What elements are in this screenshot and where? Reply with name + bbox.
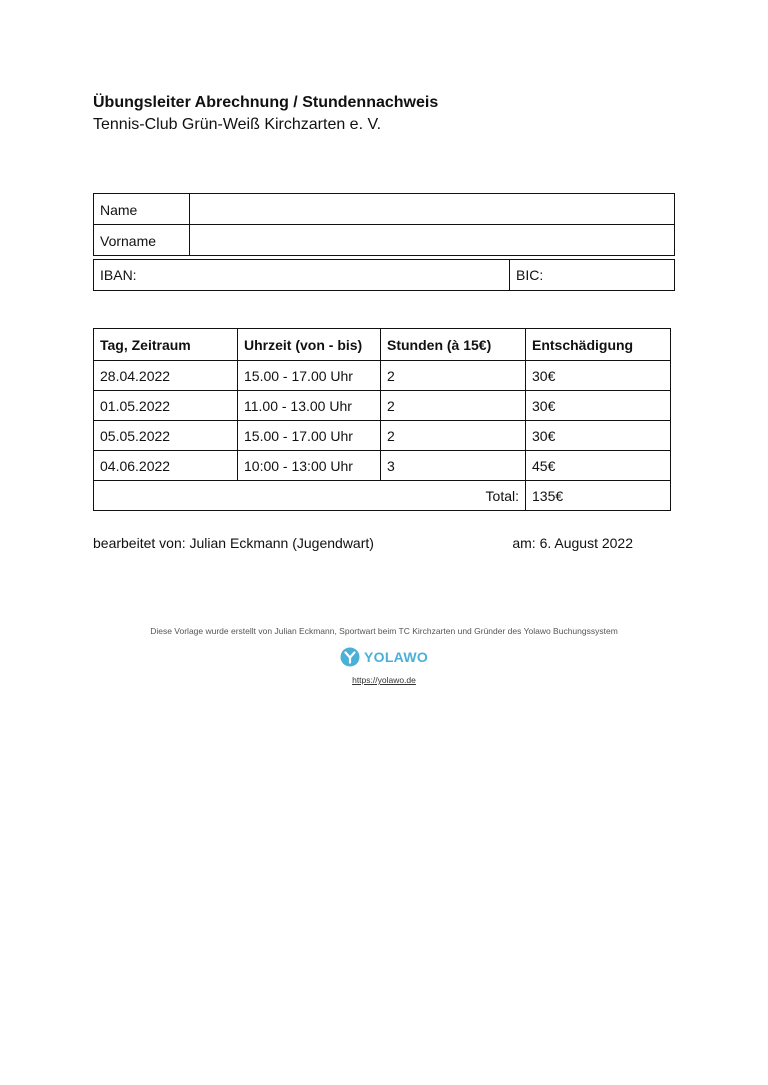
cell-hours: 2	[381, 391, 526, 421]
cell-date: 04.06.2022	[94, 451, 238, 481]
yolawo-logo	[340, 646, 428, 668]
footer-note: Diese Vorlage wurde erstellt von Julian Eckmann, Sportwart beim TC Kirchzarten und Gründer des Yolawo Buchungssystem	[150, 626, 618, 636]
column-header-compensation: Entschädigung	[526, 329, 671, 361]
cell-time: 11.00 - 13.00 Uhr	[238, 391, 381, 421]
cell-compensation: 30€	[526, 361, 671, 391]
cell-hours: 2	[381, 421, 526, 451]
cell-date: 01.05.2022	[94, 391, 238, 421]
total-label: Total:	[94, 481, 526, 511]
cell-hours: 3	[381, 451, 526, 481]
cell-time: 10:00 - 13:00 Uhr	[238, 451, 381, 481]
column-header-date: Tag, Zeitraum	[94, 329, 238, 361]
table-row	[94, 451, 671, 481]
column-header-time: Uhrzeit (von - bis)	[238, 329, 381, 361]
vorname-field[interactable]	[190, 225, 675, 256]
cell-compensation: 45€	[526, 451, 671, 481]
logo-text: YOLAWO	[364, 649, 429, 665]
table-row	[94, 361, 671, 391]
edited-by: bearbeitet von: Julian Eckmann (Jugendwart)	[93, 535, 374, 551]
hours-table	[93, 328, 671, 511]
cell-date: 28.04.2022	[94, 361, 238, 391]
name-label: Name	[94, 194, 190, 225]
document-title: Übungsleiter Abrechnung / Stundennachweis	[93, 94, 439, 111]
cell-date: 05.05.2022	[94, 421, 238, 451]
total-row	[94, 481, 671, 511]
yolawo-logo-icon	[340, 647, 360, 667]
bic-label: BIC:	[516, 267, 544, 283]
vorname-row	[94, 225, 675, 256]
iban-field[interactable]	[94, 260, 510, 291]
cell-compensation: 30€	[526, 391, 671, 421]
total-value: 135€	[526, 481, 671, 511]
column-header-hours: Stunden (à 15€)	[381, 329, 526, 361]
document-subtitle: Tennis-Club Grün-Weiß Kirchzarten e. V.	[93, 116, 382, 133]
footer-link-container	[0, 675, 768, 685]
cell-time: 15.00 - 17.00 Uhr	[238, 361, 381, 391]
bank-info-table	[93, 259, 675, 291]
table-row	[94, 391, 671, 421]
name-row	[94, 194, 675, 225]
website-link[interactable]: https://yolawo.de	[352, 675, 416, 685]
cell-time: 15.00 - 17.00 Uhr	[238, 421, 381, 451]
iban-label: IBAN:	[100, 267, 137, 283]
vorname-label: Vorname	[94, 225, 190, 256]
bic-field[interactable]	[510, 260, 675, 291]
cell-hours: 2	[381, 361, 526, 391]
cell-compensation: 30€	[526, 421, 671, 451]
edit-date: am: 6. August 2022	[512, 535, 633, 551]
personal-info-table	[93, 193, 675, 256]
bank-row	[94, 260, 675, 291]
table-row	[94, 421, 671, 451]
name-field[interactable]	[190, 194, 675, 225]
table-header-row	[94, 329, 671, 361]
